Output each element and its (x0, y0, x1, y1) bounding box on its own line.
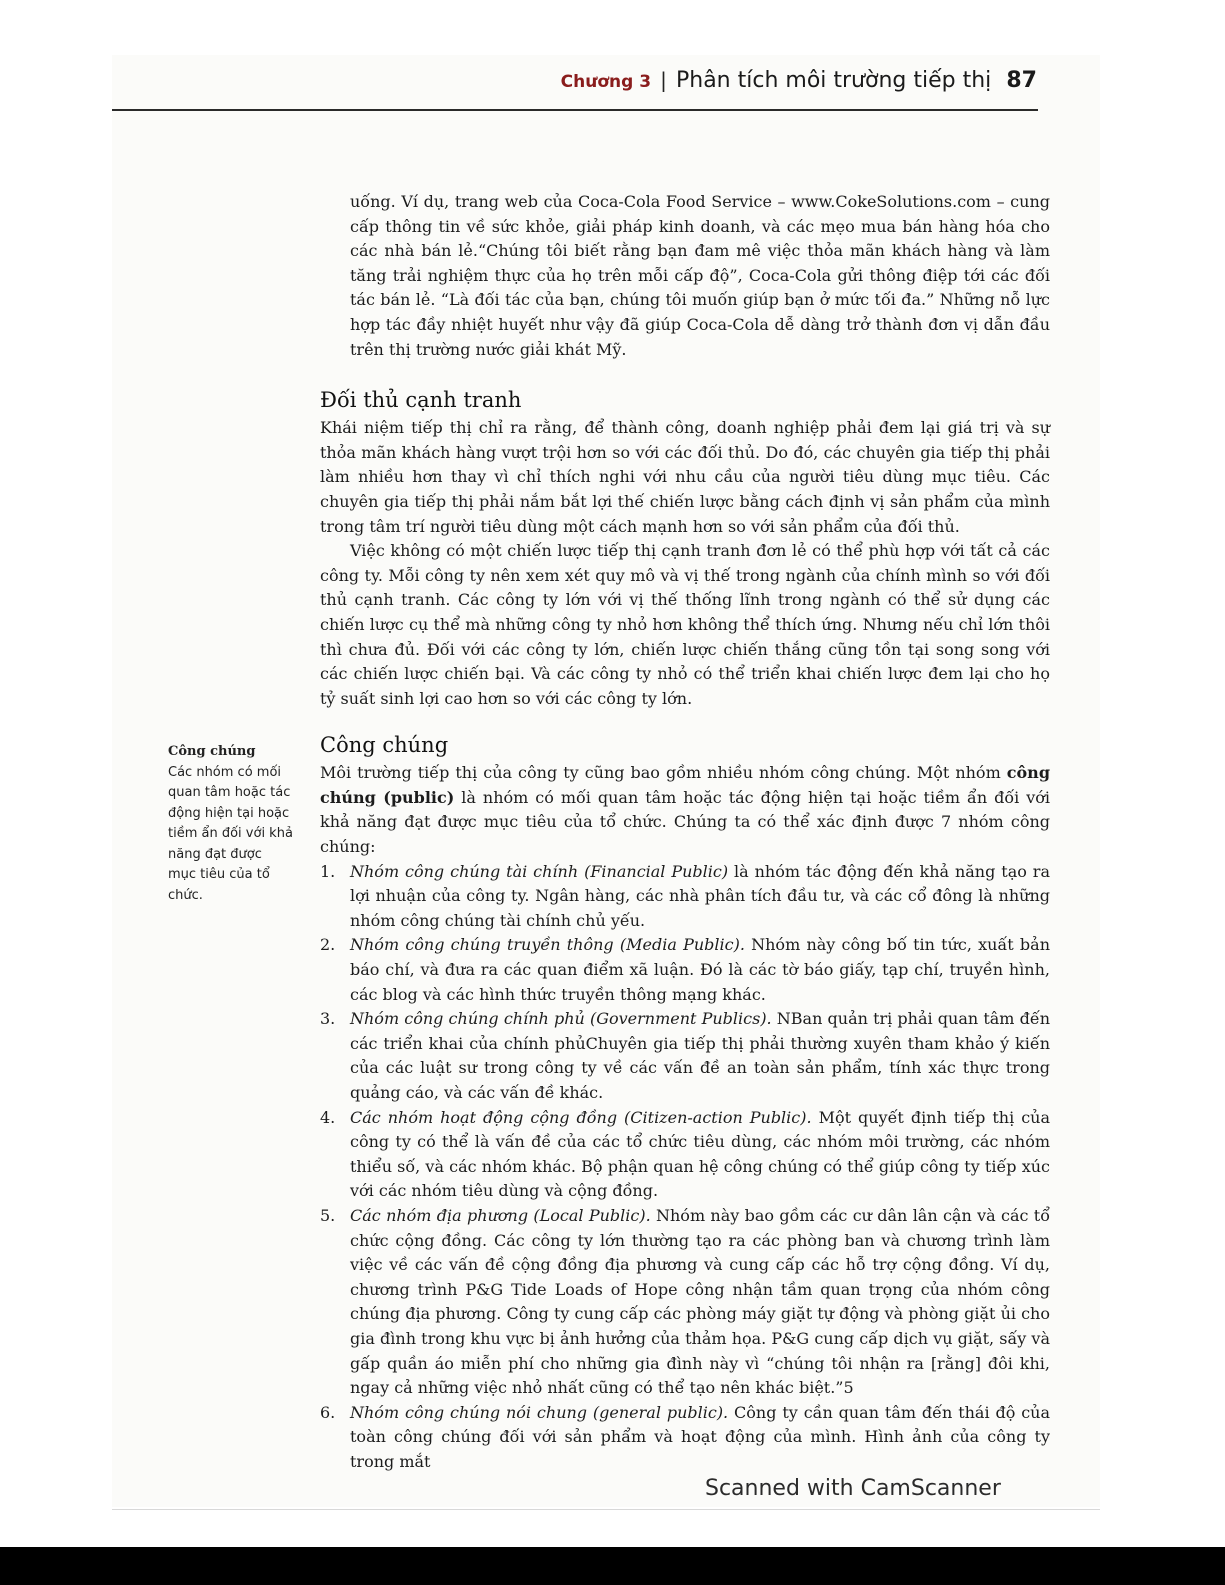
item-text: Một quyết định tiếp thị của công ty có thể là vấn đề của các tổ chức tiêu dùng, các nhóm môi trường, các nhóm thiểu số, và các nhóm khác. Bộ phận quan hệ công chúng có thể giúp công ty tiếp xúc với các nhóm tiêu dùng và cộng đồng. (350, 1107, 1050, 1201)
item-text: Công ty cần quan tâm đến thái độ của toàn công chúng đối với sản phẩm và hoạt động của mình. Hình ảnh của công ty trong mắt (350, 1402, 1051, 1471)
item-term: Các nhóm địa phương (Local Public). (350, 1205, 651, 1225)
competitors-paragraph-2: Việc không có một chiến lược tiếp thị cạnh tranh đơn lẻ có thể phù hợp với tất cả các công ty. Mỗi công ty nên xem xét quy mô và vị thế trong ngành của chính mình so với đối thủ cạnh tranh. Các công ty lớn với vị thế thống lĩnh trong ngành có thể sử dụng các chiến lược cụ thể mà những công ty nhỏ hơn không thể thích ứng. Nhưng nếu chỉ lớn thôi thì chưa đủ. Đối với các công ty lớn, chiến lược chiến thắng cũng tồn tại song song với các chiến lược chiến bại. Và các công ty nhỏ có thể triển khai chiến lược đem lại cho họ tỷ suất sinh lợi cao hơn so với các công ty lớn. (320, 541, 1050, 708)
publics-intro-term: công chúng (public) (320, 763, 1050, 807)
item-term: Nhóm công chúng nói chung (general public). (350, 1402, 729, 1422)
margin-definition (168, 742, 293, 906)
chapter-title: Phân tích môi trường tiếp thị (675, 68, 992, 93)
chapter-label: Chương 3 (560, 72, 652, 92)
item-text: Nhóm này bao gồm các cư dân lân cận và các tổ chức cộng đồng. Các công ty lớn thường tạo ra các phòng ban và chương trình làm việc về các vấn đề cộng đồng địa phương và cung cấp các hỗ trợ cộng đồng. Ví dụ, chương trình P&G Tide Loads of Hope công nhận tầm quan trọng của nhóm công chúng địa phương. Công ty cung cấp các phòng máy giặt tự động và phòng giặt ủi cho gia đình trong khu vực bị ảnh hưởng của thảm họa. P&G cung cấp dịch vụ giặt, sấy và gấp quần áo miễn phí cho những gia đình này vì “chúng tôi nhận ra [rằng] đôi khi, ngay cả những việc nhỏ nhất cũng có thể tạo nên khác biệt.”5 (350, 1205, 1051, 1398)
list-item (320, 860, 1050, 934)
margin-definition-title: Công chúng (168, 744, 256, 759)
page-bottom-edge (112, 1509, 1100, 1510)
list-item (320, 1401, 1050, 1475)
item-text: Nhóm này công bố tin tức, xuất bản báo chí, và đưa ra các quan điểm xã luận. Đó là các tờ báo giấy, tạp chí, truyền hình, các blog và các hình thức truyền thông mạng khác. (350, 935, 1050, 1004)
item-number: 6. (320, 1402, 336, 1422)
item-term: Các nhóm hoạt động cộng đồng (Citizen-action Public). (350, 1107, 812, 1127)
item-number: 5. (320, 1205, 336, 1225)
competitors-paragraph-1: Khái niệm tiếp thị chỉ ra rằng, để thành công, doanh nghiệp phải đem lại giá trị và sự thỏa mãn khách hàng vượt trội hơn so với các đối thủ. Do đó, các chuyên gia tiếp thị phải làm nhiều hơn thay vì chỉ thích nghi với nhu cầu của người tiêu dùng mục tiêu. Các chuyên gia tiếp thị phải nắm bắt lợi thế chiến lược bằng cách định vị sản phẩm của mình trong tâm trí người tiêu dùng một cách mạnh hơn so với sản phẩm của đối thủ. (320, 418, 1050, 536)
list-item (320, 1106, 1050, 1204)
header-separator: | (660, 68, 667, 92)
section-title-competitors: Đối thủ cạnh tranh (320, 388, 522, 413)
bottom-black-bar (0, 1547, 1225, 1585)
page-number: 87 (1006, 68, 1037, 93)
item-number: 3. (320, 1009, 336, 1029)
intro-paragraph: uống. Ví dụ, trang web của Coca-Cola Food Service – www.CokeSolutions.com – cung cấp thông tin về sức khỏe, giải pháp kinh doanh, và các mẹo mua bán hàng hóa cho các nhà bán lẻ.“Chúng tôi biết rằng bạn đam mê việc thỏa mãn khách hàng và làm tăng trải nghiệm thực của họ trên mỗi cấp độ”, Coca-Cola gửi thông điệp tới các đối tác bán lẻ. “Là đối tác của bạn, chúng tôi muốn giúp bạn ở mức tối đa.” Những nỗ lực hợp tác đầy nhiệt huyết như vậy đã giúp Coca-Cola dễ dàng trở thành đơn vị dẫn đầu trên thị trường nước giải khát Mỹ. (350, 192, 1050, 359)
list-item (320, 933, 1050, 1007)
item-text: là nhóm tác động đến khả năng tạo ra lợi nhuận của công ty. Ngân hàng, các nhà phân tích đầu tư, và các cổ đông là những nhóm công chúng tài chính chủ yếu. (350, 861, 1050, 930)
margin-definition-text: Các nhóm có mối quan tâm hoặc tác động hiện tại hoặc tiềm ẩn đối với khả năng đạt được mục tiêu của tổ chức. (168, 764, 293, 903)
item-number: 2. (320, 935, 336, 955)
section-title-publics: Công chúng (320, 733, 449, 758)
item-number: 1. (320, 861, 336, 881)
item-number: 4. (320, 1107, 336, 1127)
list-item (320, 1007, 1050, 1105)
item-term: Nhóm công chúng truyền thông (Media Public). (350, 935, 745, 955)
header-rule (112, 109, 1038, 111)
main-text-column (320, 190, 1050, 1475)
item-term: Nhóm công chúng tài chính (Financial Public) (350, 861, 729, 881)
publics-intro (320, 761, 1050, 859)
publics-intro-before: Môi trường tiếp thị của công ty cũng bao gồm nhiều nhóm công chúng. Một nhóm (320, 763, 1001, 783)
publics-intro-after: là nhóm có mối quan tâm hoặc tác động hiện tại hoặc tiềm ẩn đối với khả năng đạt được mục tiêu của tổ chức. Chúng ta có thể xác định được 7 nhóm công chúng: (320, 787, 1051, 857)
item-term: Nhóm công chúng chính phủ (Government Publics). (350, 1009, 772, 1029)
publics-list (320, 860, 1050, 1475)
list-item (320, 1204, 1050, 1401)
item-text: NBan quản trị phải quan tâm đến các triển khai của chính phủChuyên gia tiếp thị phải thường xuyên tham khảo ý kiến của các luật sư trong công ty về các vấn đề an toàn sản phẩm, tính xác thực trong quảng cáo, và các vấn đề khác. (350, 1009, 1050, 1102)
page-header (112, 68, 1037, 104)
scanner-watermark: Scanned with CamScanner (705, 1476, 1001, 1501)
